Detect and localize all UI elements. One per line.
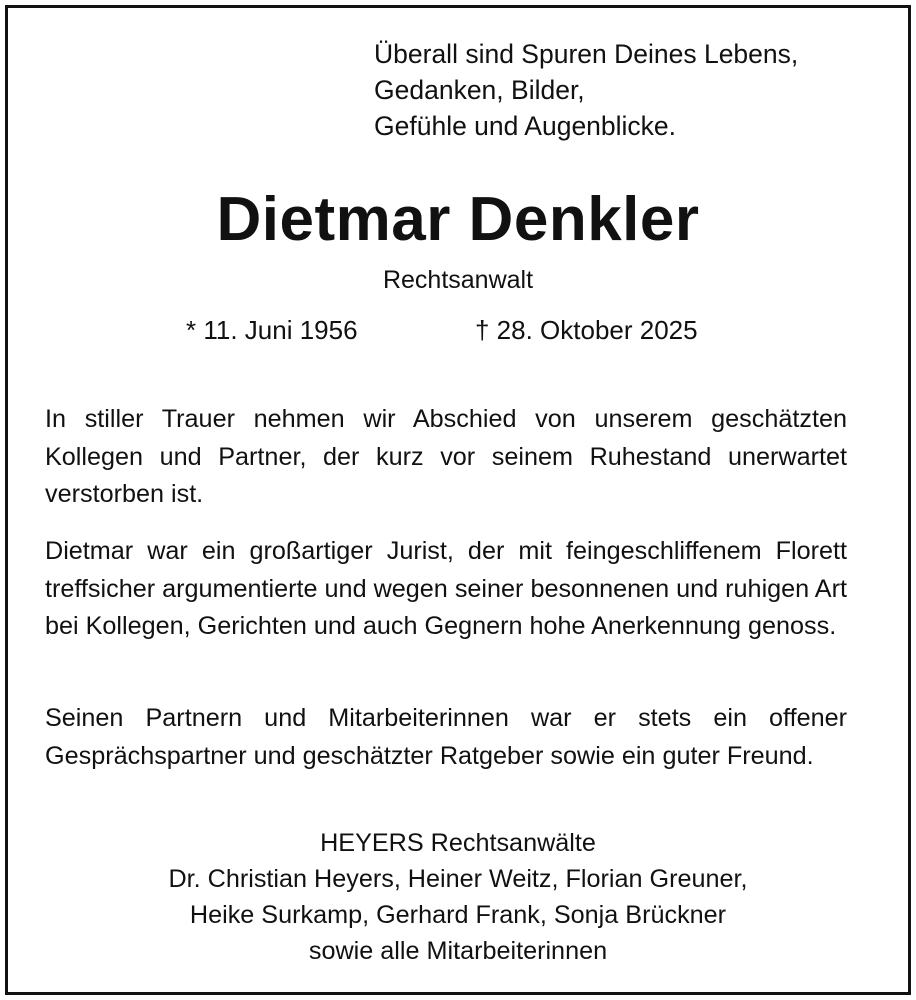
- motto-line: Überall sind Spuren Deines Lebens,: [374, 39, 799, 69]
- motto-line: Gedanken, Bilder,: [374, 75, 585, 105]
- paragraph-tribute: Dietmar war ein großartiger Jurist, der mit feingeschliffenem Florett treffsicher argumentierte und wegen seiner besonnenen und ruhigen Art bei Kollegen, Gerichten und auch Gegnern hohe Anerkennung genoss.: [45, 537, 847, 640]
- signatures-block: [8, 825, 908, 969]
- signatory-line: sowie alle Mitarbeiterinnen: [308, 937, 608, 965]
- deceased-profession: Rechtsanwalt: [382, 266, 534, 294]
- motto-line: Gefühle und Augenblicke.: [374, 111, 677, 141]
- deceased-name: Dietmar Denkler: [216, 185, 700, 254]
- firm-name: HEYERS Rechtsanwälte: [320, 829, 596, 857]
- paragraph-mourning: In stiller Trauer nehmen wir Abschied von unserem geschätzten Kollegen und Partner, der kurz vor seinem Ruhestand unerwartet verstorben ist.: [45, 405, 847, 508]
- death-date: † 28. Oktober 2025: [475, 315, 698, 345]
- signatory-line: Dr. Christian Heyers, Heiner Weitz, Florian Greuner,: [168, 865, 748, 893]
- paragraph-colleague: Seinen Partnern und Mitarbeiterinnen war er stets ein offener Gesprächspartner und geschätzter Ratgeber sowie ein guter Freund.: [45, 704, 847, 770]
- motto-quote: [374, 36, 798, 144]
- birth-date: * 11. Juni 1956: [186, 315, 358, 345]
- obituary-frame: [5, 5, 911, 995]
- signatory-line: Heike Surkamp, Gerhard Frank, Sonja Brückner: [189, 901, 727, 929]
